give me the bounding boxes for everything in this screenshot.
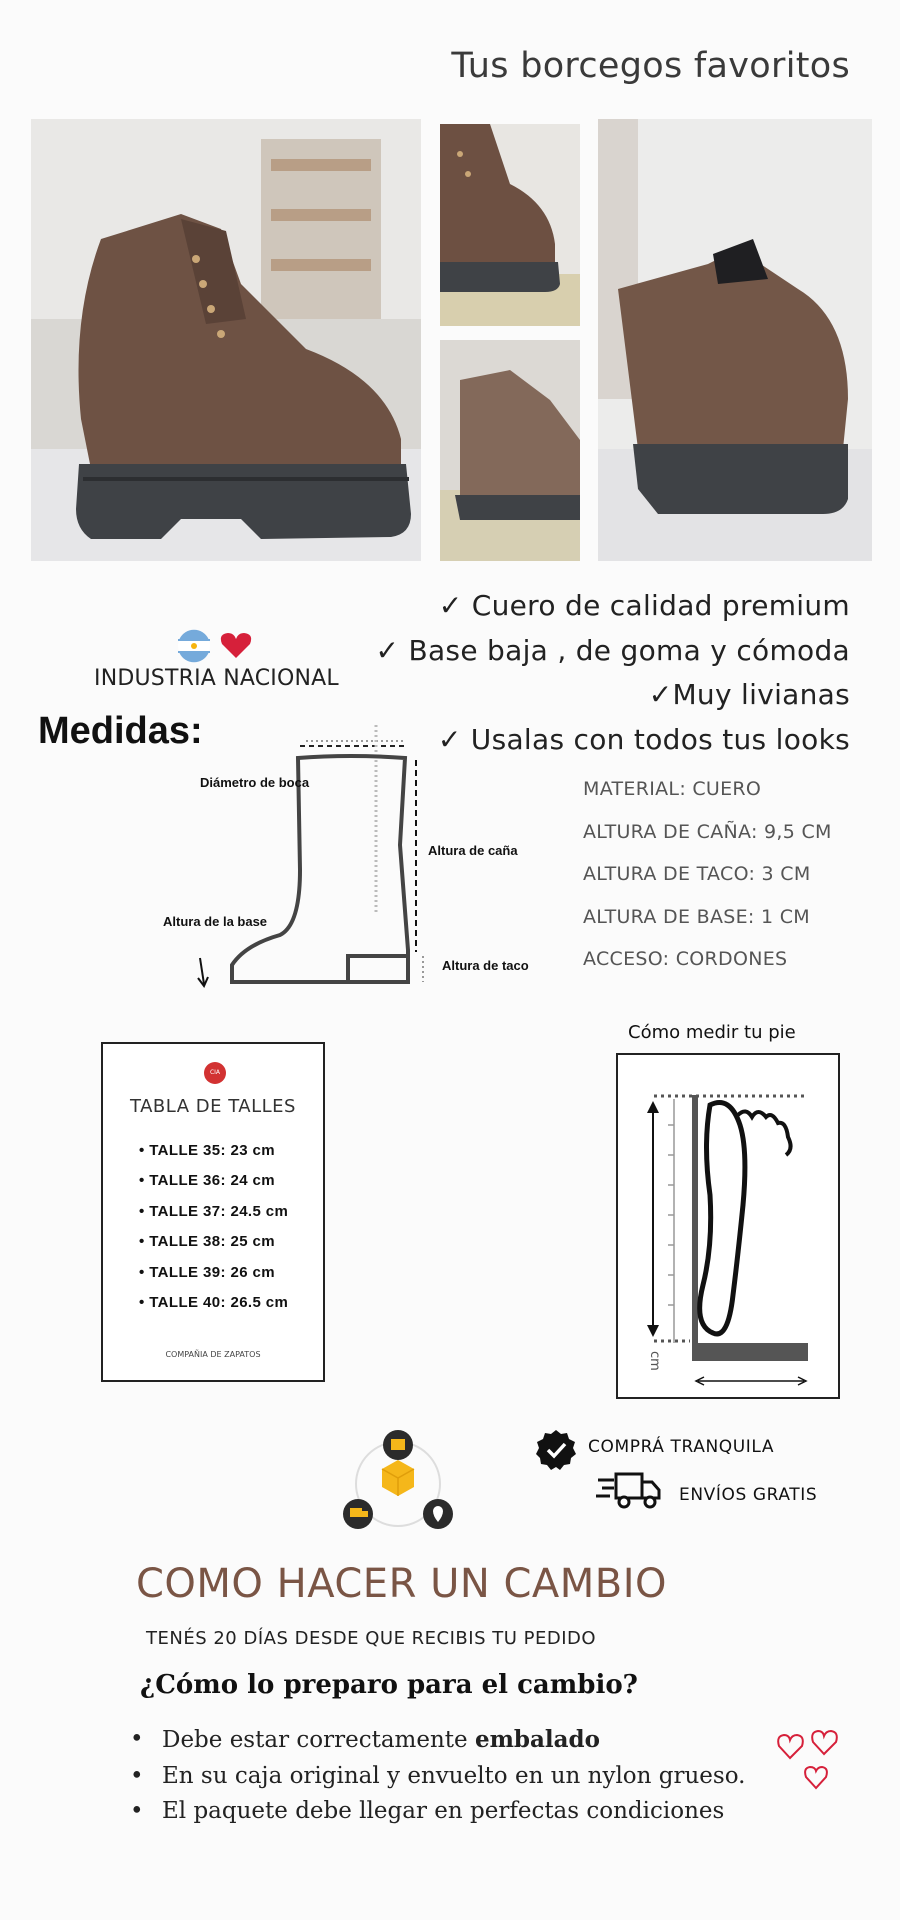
- company-name: COMPAÑIA DE ZAPATOS: [165, 1350, 261, 1359]
- size-list: [139, 1142, 288, 1324]
- size-row: • TALLE 35: 23 cm: [139, 1142, 275, 1159]
- foot-measure-illustration: [618, 1055, 838, 1397]
- size-row: • TALLE 37: 24.5 cm: [139, 1202, 289, 1220]
- product-photo-bottom[interactable]: [440, 340, 580, 561]
- delivery-cycle-icon: [338, 1426, 458, 1538]
- mouth-diameter-label: Diámetro de boca: [200, 775, 310, 790]
- heart-icon: [221, 633, 251, 658]
- exchange-question: ¿Cómo lo preparo para el cambio?: [140, 1670, 638, 1700]
- product-photo-top[interactable]: [440, 124, 580, 326]
- spec-list: [583, 768, 832, 981]
- free-shipping-label: ENVÍOS GRATIS: [679, 1485, 818, 1505]
- exchange-rules: [130, 1722, 750, 1830]
- size-table-title: TABLA DE TALLES: [130, 1096, 296, 1117]
- size-table: [101, 1042, 325, 1382]
- exchange-subtitle: TENÉS 20 DÍAS DESDE QUE RECIBIS TU PEDIDO: [146, 1628, 597, 1649]
- boot-front-image: [440, 124, 580, 326]
- size-row: • TALLE 40: 26.5 cm: [139, 1293, 289, 1311]
- foot-guide-title: Cómo medir tu pie: [628, 1022, 796, 1043]
- feature-item: ✓ Base baja , de goma y cómoda: [375, 633, 850, 667]
- rule-item: • El paquete debe llegar en perfectas condiciones: [130, 1794, 750, 1830]
- measures-title: Medidas:: [38, 710, 203, 752]
- unit-label: cm: [647, 1351, 662, 1371]
- feature-item: ✓Muy livianas: [648, 678, 850, 711]
- spec-item: ALTURA DE CAÑA: 9,5 CM: [583, 820, 832, 843]
- spec-item: ALTURA DE BASE: 1 CM: [583, 905, 810, 928]
- rule-emphasis: embalado: [474, 1726, 600, 1753]
- heel-height-label: Altura de taco: [442, 958, 529, 973]
- spec-item: ACCESO: CORDONES: [583, 948, 788, 971]
- page-title: Tus borcegos favoritos: [451, 46, 850, 86]
- verified-badge-icon: [534, 1428, 578, 1472]
- size-row: • TALLE 38: 25 cm: [139, 1233, 275, 1251]
- delivery-truck-icon: [596, 1470, 662, 1510]
- hearts-decoration-icon: [776, 1728, 842, 1794]
- feature-item: ✓ Cuero de calidad premium: [438, 589, 850, 622]
- origin-emblem: [176, 628, 256, 664]
- boot-rear-image: [598, 119, 872, 561]
- exchange-title: COMO HACER UN CAMBIO: [136, 1561, 668, 1607]
- buy-safe-label: COMPRÁ TRANQUILA: [588, 1437, 775, 1457]
- rule-item: • En su caja original y envuelto en un nylon grueso.: [130, 1759, 750, 1795]
- size-row: • TALLE 36: 24 cm: [139, 1172, 275, 1190]
- boot-back-image: [440, 340, 580, 561]
- boot-side-view-image: [31, 119, 421, 561]
- boot-measure-diagram: [160, 720, 560, 1020]
- origin-label: INDUSTRIA NACIONAL: [94, 666, 339, 691]
- brand-logo: CIA: [204, 1062, 226, 1084]
- shaft-height-label: Altura de caña: [428, 843, 518, 858]
- foot-guide: [616, 1053, 840, 1399]
- product-photo-main[interactable]: [31, 119, 421, 561]
- spec-item: MATERIAL: CUERO: [583, 778, 762, 800]
- size-row: • TALLE 39: 26 cm: [139, 1263, 275, 1281]
- base-height-label: Altura de la base: [163, 914, 268, 929]
- feature-item: ✓ Usalas con todos tus looks: [437, 722, 850, 756]
- spec-item: ALTURA DE TACO: 3 CM: [583, 863, 811, 886]
- product-photo-right[interactable]: [598, 119, 872, 561]
- rule-item: • Debe estar correctamente embalado: [130, 1722, 750, 1759]
- argentina-flag-icon: [178, 630, 210, 662]
